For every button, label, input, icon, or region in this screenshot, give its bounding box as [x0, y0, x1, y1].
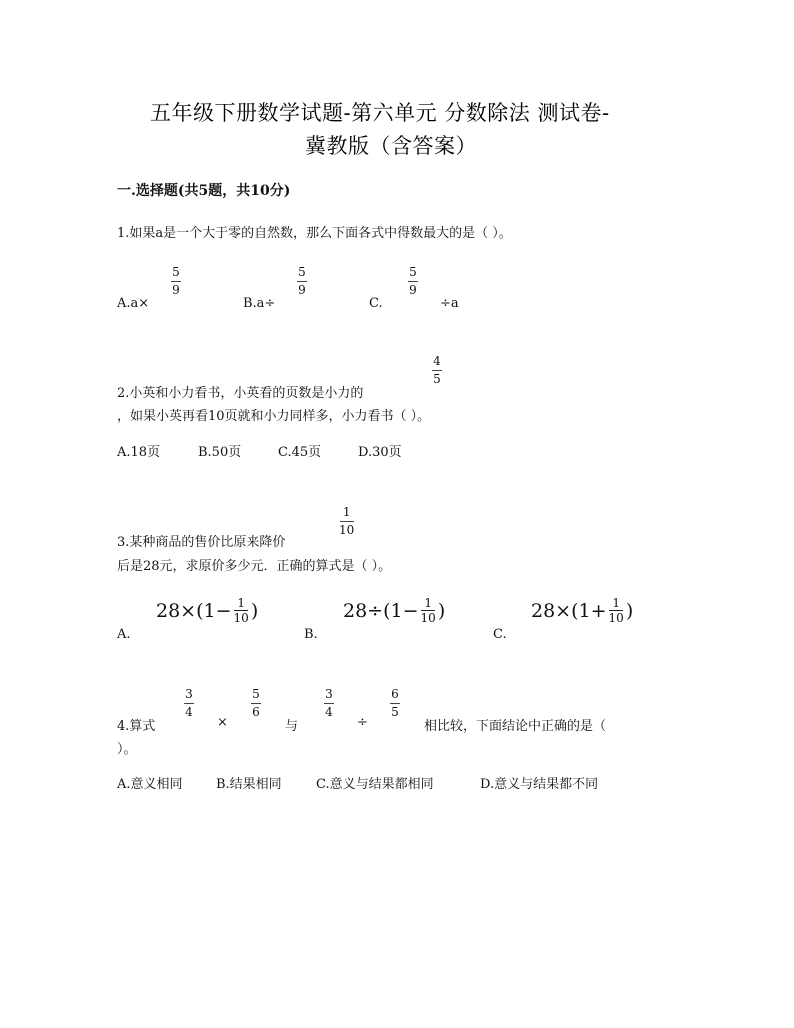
section-heading: 一.选择题(共5题，共10分): [117, 183, 291, 199]
q3-formula-b: [343, 597, 445, 624]
q4-frac-4-num: 6: [391, 687, 399, 701]
q3-formula-c-den: 10: [608, 611, 624, 625]
q1-option-a[interactable]: A.a×: [117, 296, 150, 311]
q4-frac-2: [251, 688, 261, 719]
q4-option-a[interactable]: A.意义相同: [117, 777, 183, 792]
q1-frac-c: [408, 266, 418, 297]
q1-frac-c-den: 9: [409, 283, 417, 297]
q4-frac-3-num: 3: [325, 687, 333, 701]
page-title-line2: 冀教版（含答案）: [305, 134, 477, 158]
q1-stem: 1.如果a是一个大于零的自然数，那么下面各式中得数最大的是（ ）。: [117, 226, 512, 241]
q3-formula-b-frac: [421, 597, 436, 624]
q1-frac-a-den: 9: [172, 283, 180, 297]
q4-frac-3-den: 4: [325, 705, 333, 719]
q4-frac-2-num: 5: [252, 687, 260, 701]
q4-frac-1-num: 3: [185, 687, 193, 701]
q3-stem-part1: 3.某种商品的售价比原来降价: [117, 535, 286, 550]
q4-mid-text: 与: [285, 719, 299, 734]
q3-formula-b-num: 1: [424, 596, 432, 610]
q3-frac-den: 10: [339, 523, 355, 537]
q3-formula-c-frac: [609, 597, 624, 624]
q4-op-multiply: ×: [217, 715, 228, 730]
q3-frac: [339, 506, 354, 537]
q4-stem-tail: 相比较，下面结论中正确的是（: [424, 719, 607, 734]
q2-frac: [432, 355, 442, 386]
q1-frac-a: [171, 266, 181, 297]
q3-formula-b-tail: ): [437, 599, 446, 622]
q4-option-c[interactable]: C.意义与结果都相同: [316, 777, 434, 792]
q2-stem-part1: 2.小英和小力看书，小英看的页数是小力的: [117, 386, 364, 401]
q3-formula-a: [156, 597, 258, 624]
q4-frac-4-den: 5: [391, 705, 399, 719]
q1-frac-b-den: 9: [298, 283, 306, 297]
q1-frac-b-num: 5: [298, 265, 306, 279]
q2-stem-part2: ，如果小英再看10页就和小力同样多，小力看书（ ）。: [117, 409, 431, 424]
q1-frac-a-num: 5: [172, 265, 180, 279]
q3-option-c-label[interactable]: C.: [493, 627, 507, 642]
q3-formula-a-den: 10: [233, 611, 249, 625]
q4-frac-4: [390, 688, 400, 719]
q3-formula-b-lead: 28÷(1−: [343, 599, 419, 622]
q1-option-c[interactable]: C.: [369, 296, 383, 311]
q4-frac-1: [184, 688, 194, 719]
q4-stem-end: ）。: [117, 742, 137, 757]
q3-stem-part2: 后是28元，求原价多少元．正确的算式是（ ）。: [117, 559, 392, 574]
q2-option-d[interactable]: D.30页: [358, 445, 402, 460]
q3-frac-num: 1: [342, 505, 351, 519]
q1-option-b[interactable]: B.a÷: [243, 296, 276, 311]
q3-formula-b-den: 10: [420, 611, 436, 625]
q4-frac-2-den: 6: [252, 705, 260, 719]
q4-option-b[interactable]: B.结果相同: [216, 777, 282, 792]
q4-frac-3: [324, 688, 334, 719]
q2-frac-num: 4: [433, 354, 441, 368]
q3-formula-c-num: 1: [612, 596, 620, 610]
q3-option-b-label[interactable]: B.: [304, 627, 318, 642]
q4-option-d[interactable]: D.意义与结果都不同: [480, 777, 599, 792]
q3-formula-c-tail: ): [625, 599, 634, 622]
q3-formula-a-num: 1: [237, 596, 245, 610]
q1-frac-b: [297, 266, 307, 297]
q3-formula-c-lead: 28×(1+: [531, 599, 607, 622]
q3-formula-a-frac: [234, 597, 249, 624]
q2-option-b[interactable]: B.50页: [198, 445, 242, 460]
q3-option-a-label[interactable]: A.: [117, 627, 131, 642]
q4-op-divide: ÷: [357, 715, 368, 730]
page-title-line1: 五年级下册数学试题-第六单元 分数除法 测试卷-: [150, 101, 610, 125]
q3-formula-c: [531, 597, 633, 624]
q2-option-c[interactable]: C.45页: [278, 445, 322, 460]
q1-option-c-tail: ÷a: [440, 296, 459, 311]
q3-formula-a-tail: ): [250, 599, 259, 622]
q4-frac-1-den: 4: [185, 705, 193, 719]
q2-option-a[interactable]: A.18页: [117, 445, 161, 460]
q4-stem-lead: 4.算式: [117, 719, 156, 734]
q2-frac-den: 5: [433, 372, 441, 386]
q3-formula-a-lead: 28×(1−: [156, 599, 232, 622]
q1-frac-c-num: 5: [409, 265, 417, 279]
